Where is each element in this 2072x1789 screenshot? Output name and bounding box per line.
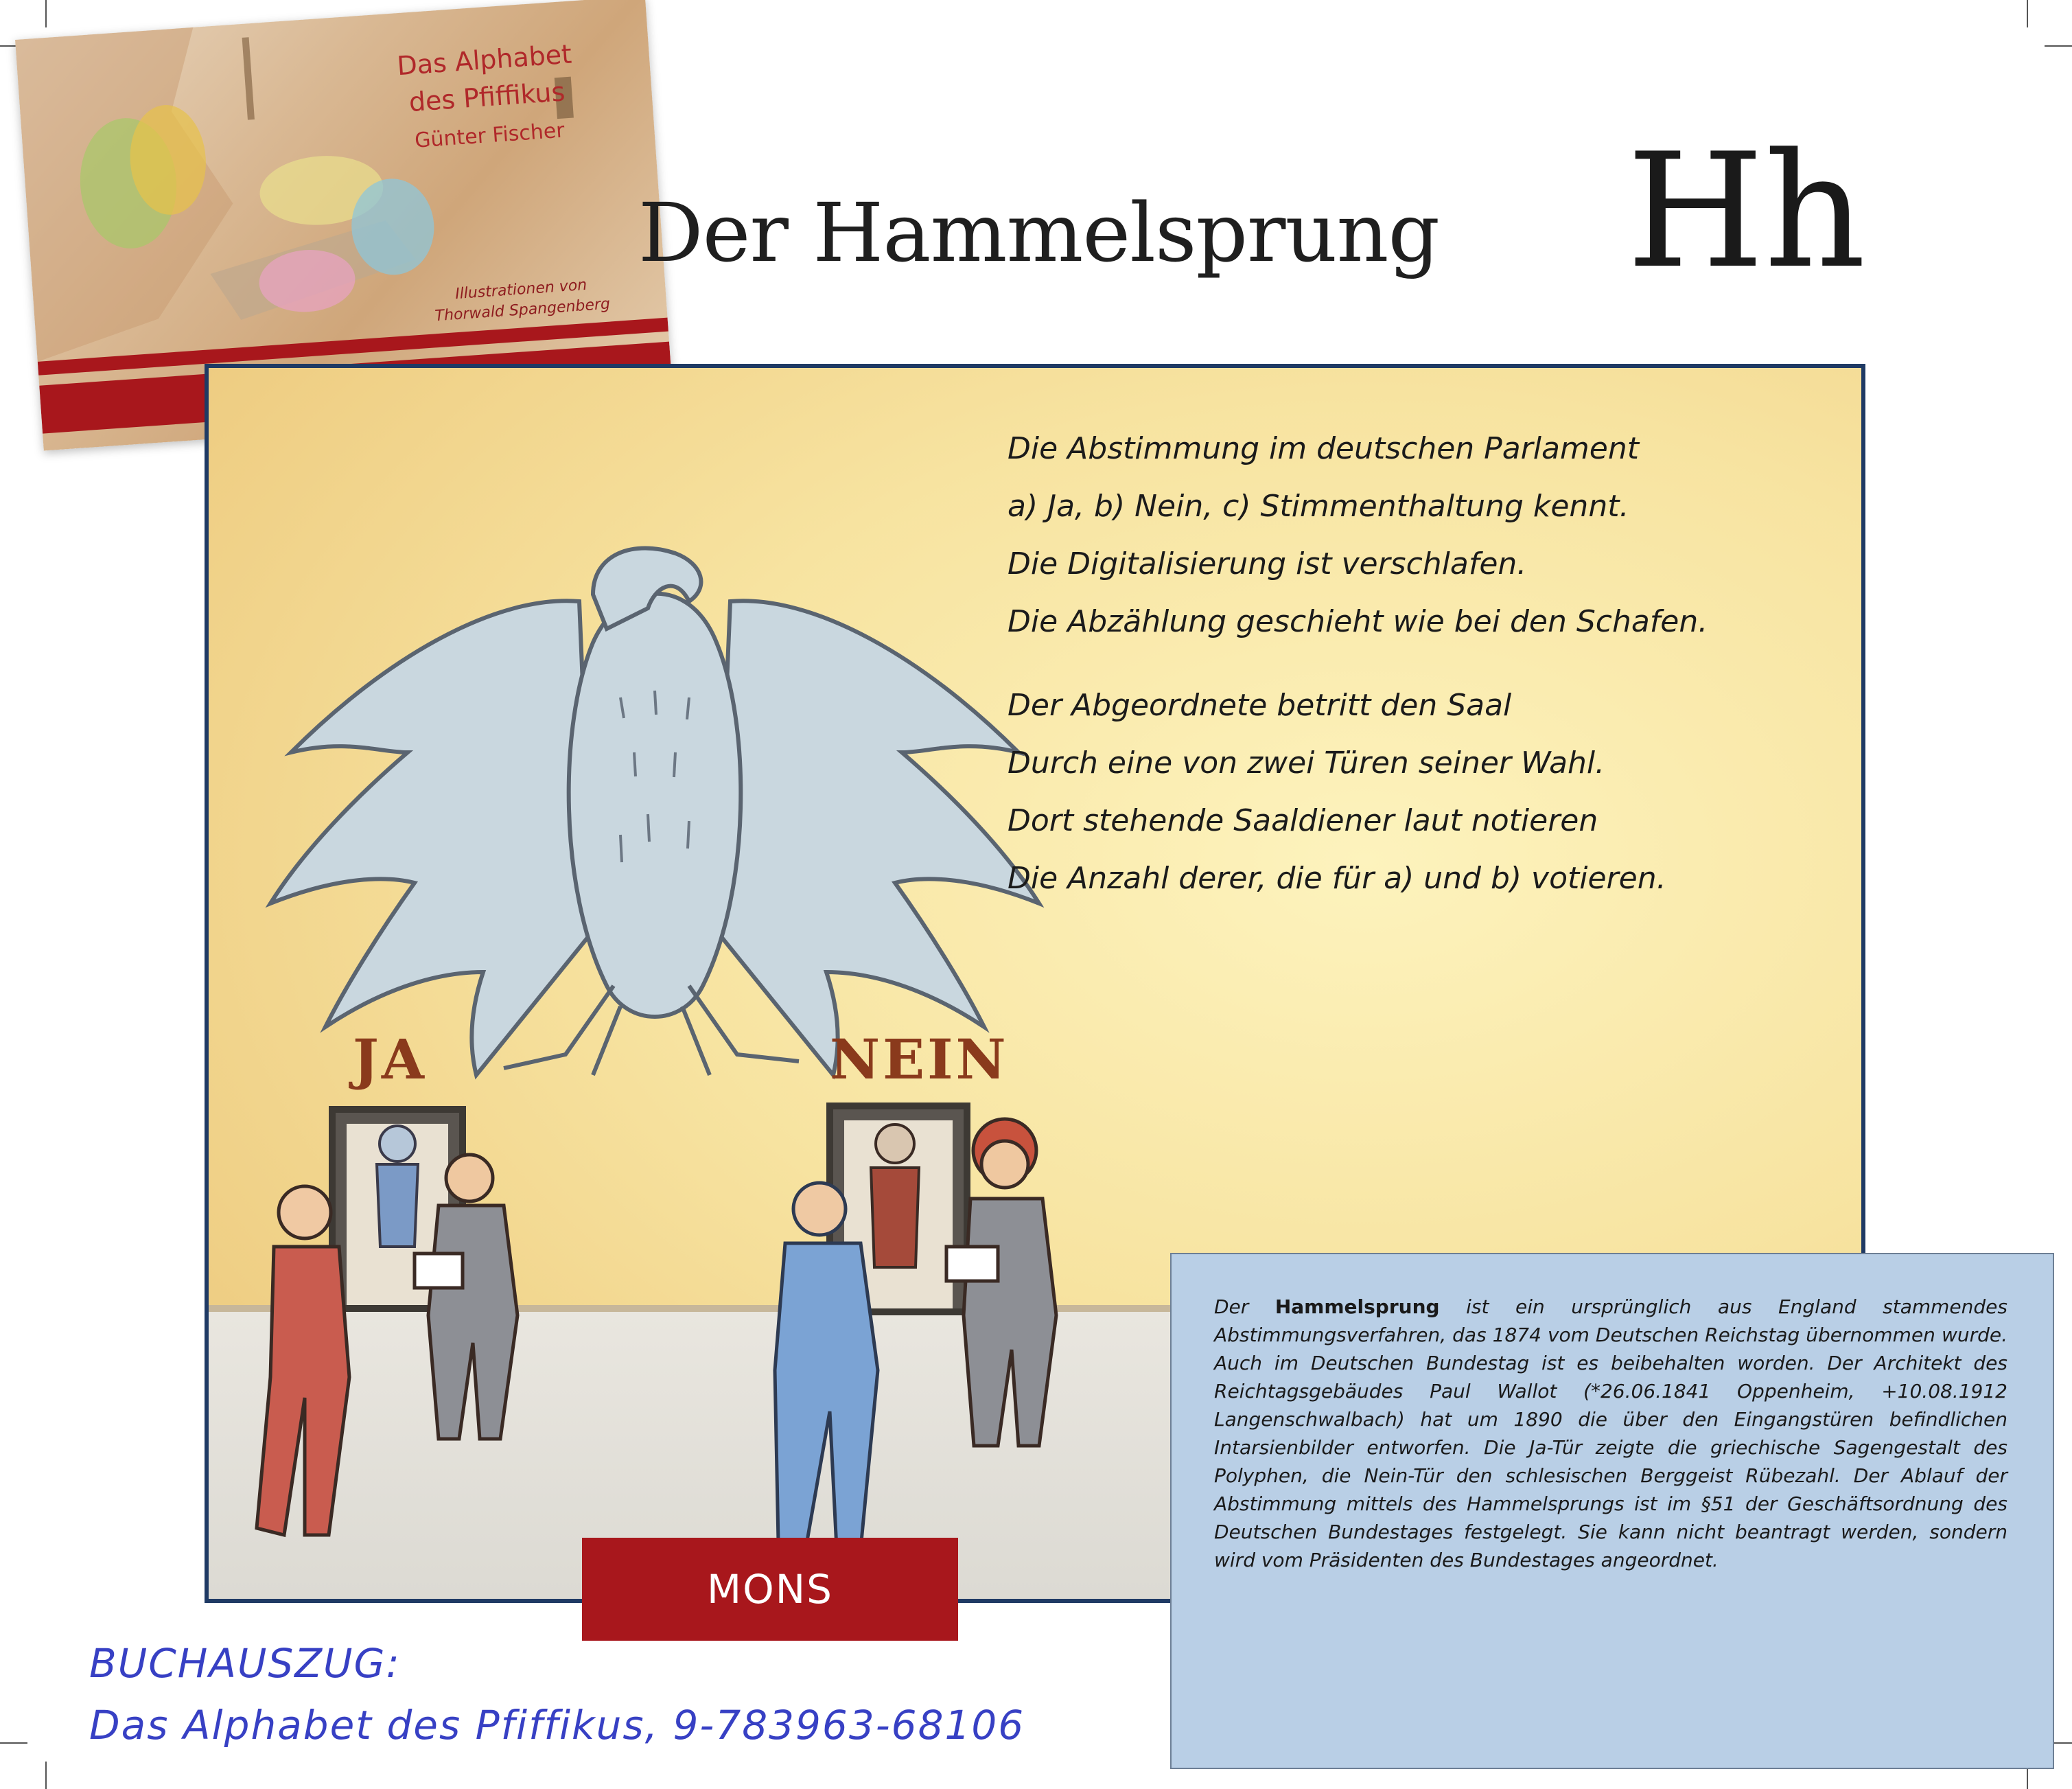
info-term: Hammelsprung	[1274, 1295, 1440, 1318]
page-title: Der Hammelsprung	[638, 185, 1439, 280]
cover-author: Günter Fischer	[414, 118, 566, 153]
excerpt-label: BUCHAUSZUG:	[89, 1640, 401, 1687]
poem-line: Die Digitalisierung ist verschlafen.	[1008, 546, 1527, 581]
cover-title-line: Das Alphabet	[396, 38, 573, 82]
info-text	[1214, 1293, 2007, 1574]
crop-mark	[45, 1762, 47, 1789]
crop-mark	[2045, 45, 2072, 47]
book-excerpt-note	[89, 1632, 1025, 1756]
info-body: ist ein ursprünglich aus England stammendes Abstimmungsverfahren, das 1874 vom Deutschen Reichstag übernommen wurde. Auch im Deutschen Bundestag ist es beibehalten worden. Der Architekt des Reichtagsgebäudes Paul Wallot (*26.06.1841 Oppenheim, +10.08.1912 Langenschwalbach) hat um 1890 die über den Eingangstüren befindlichen Intarsienbilder entworfen. Die Ja-Tür zeigte die griechische Sagengestalt des Polyphen, die Nein-Tür den schlesischen Berggeist Rübezahl. Der Ablauf der Abstimmung mittels des Hammelsprungs ist im §51 der Geschäftsordnung des Deutschen Bundestages festgelegt. Sie kann nicht beantragt werden, sondern wird vom Präsidenten des Bundestages angeordnet.	[1214, 1295, 2007, 1571]
publisher-label: MONS	[582, 1538, 958, 1641]
info-lead: Der	[1214, 1295, 1275, 1318]
cover-illustrator-line: Thorwald Spangenberg	[434, 295, 611, 325]
poem-line: Die Abzählung geschieht wie bei den Schafen.	[1008, 604, 1708, 639]
poem-line: Die Anzahl derer, die für a) und b) votieren.	[1008, 861, 1666, 896]
poem	[1008, 420, 1708, 908]
info-box	[1170, 1253, 2054, 1769]
cover-title-line: des Pfiffikus	[408, 76, 566, 118]
poem-line: Durch eine von zwei Türen seiner Wahl.	[1008, 746, 1605, 781]
poem-line: Dort stehende Saaldiener laut notieren	[1008, 803, 1598, 838]
poem-line: a) Ja, b) Nein, c) Stimmenthaltung kennt.	[1008, 489, 1629, 524]
poem-line: Die Abstimmung im deutschen Parlament	[1008, 431, 1640, 466]
crop-mark	[0, 1742, 27, 1744]
sign-nein: NEIN	[830, 1027, 1009, 1092]
cover-illustrator-line: Illustrationen von	[454, 276, 587, 303]
alphabet-letter: Hh	[1627, 120, 1866, 303]
crop-mark	[2027, 0, 2028, 27]
poem-stanza	[1008, 677, 1708, 908]
excerpt-book: Das Alphabet des Pfiffikus, 9-783963-68106	[89, 1702, 1025, 1748]
crop-mark	[45, 0, 47, 27]
sign-ja: JA	[353, 1027, 427, 1092]
poem-line: Der Abgeordnete betritt den Saal	[1008, 688, 1512, 723]
